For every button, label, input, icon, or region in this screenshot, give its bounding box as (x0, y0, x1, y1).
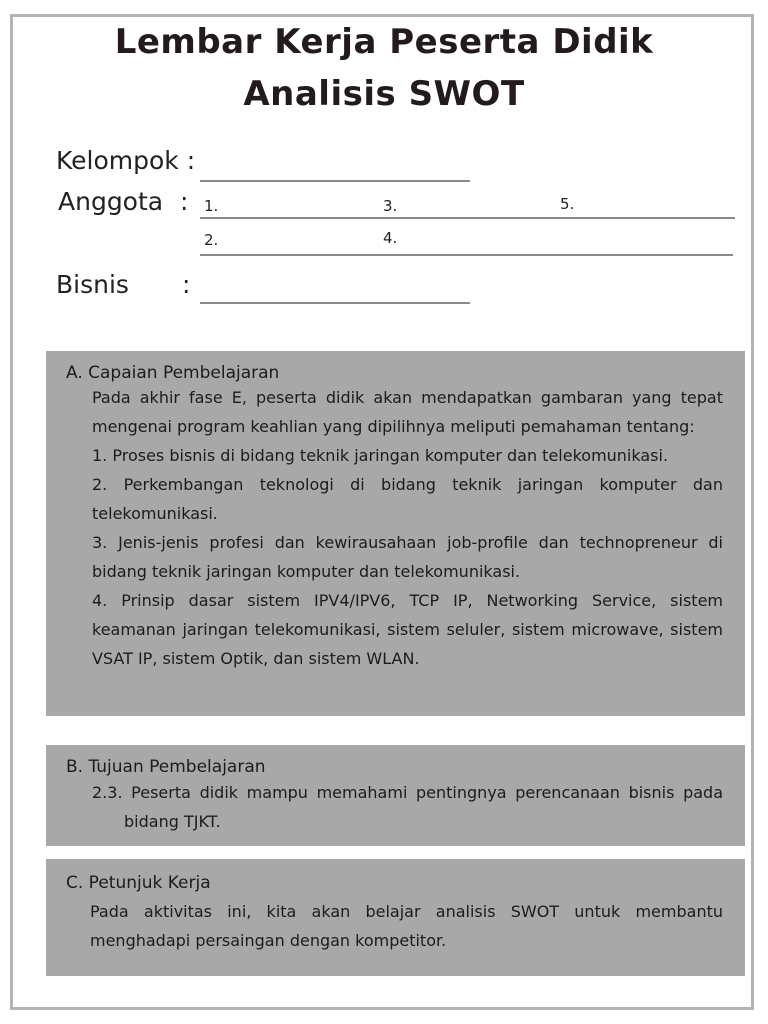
title-line-1: Lembar Kerja Peserta Didik (114, 22, 654, 62)
section-tujuan-pembelajaran (46, 745, 745, 846)
anggota-field-line-2[interactable] (200, 254, 733, 256)
member-1: 1. (204, 197, 219, 215)
section-c-heading: C. Petunjuk Kerja (66, 873, 211, 893)
member-2: 2. (204, 231, 219, 249)
section-a-body (92, 383, 723, 673)
section-a-item-1: 1. Proses bisnis di bidang teknik jaringan komputer dan telekomunikasi. (92, 446, 669, 465)
kelompok-label: Kelompok : (56, 146, 196, 175)
section-b-item: 2.3. Peserta didik mampu memahami pentingnya perencanaan bisnis pada bidang TJKT. (92, 783, 723, 831)
member-3: 3. (383, 197, 398, 215)
section-b-body (92, 778, 723, 836)
title-line-2: Analisis SWOT (243, 74, 525, 114)
section-petunjuk-kerja (46, 859, 745, 976)
section-a-heading: A. Capaian Pembelajaran (66, 363, 280, 383)
anggota-colon: : (180, 187, 189, 216)
bisnis-label: Bisnis (56, 270, 129, 299)
section-b-heading: B. Tujuan Pembelajaran (66, 757, 266, 777)
anggota-field-line-1[interactable] (200, 217, 735, 219)
member-5: 5. (560, 195, 575, 213)
anggota-label: Anggota (58, 187, 164, 216)
section-c-text: Pada aktivitas ini, kita akan belajar analisis SWOT untuk membantu menghadapi persaingan dengan kompetitor. (90, 902, 723, 950)
section-c-body (90, 897, 723, 955)
section-a-item-3: 3. Jenis-jenis profesi dan kewirausahaan job-profile dan technopreneur di bidang teknik jaringan komputer dan telekomunikasi. (92, 533, 723, 581)
section-a-intro: Pada akhir fase E, peserta didik akan mendapatkan gambaran yang tepat mengenai program keahlian yang dipilihnya meliputi pemahaman tentang: (92, 388, 723, 436)
member-4: 4. (383, 229, 398, 247)
bisnis-colon: : (182, 270, 191, 299)
bisnis-field-line[interactable] (200, 302, 470, 304)
section-a-item-4: 4. Prinsip dasar sistem IPV4/IPV6, TCP IP, Networking Service, sistem keamanan jaringan telekomunikasi, sistem seluler, sistem microwave, sistem VSAT IP, sistem Optik, dan sistem WLAN. (92, 591, 723, 668)
section-capaian-pembelajaran (46, 351, 745, 716)
section-a-item-2: 2. Perkembangan teknologi di bidang teknik jaringan komputer dan telekomunikasi. (92, 475, 723, 523)
kelompok-field-line[interactable] (200, 180, 470, 182)
